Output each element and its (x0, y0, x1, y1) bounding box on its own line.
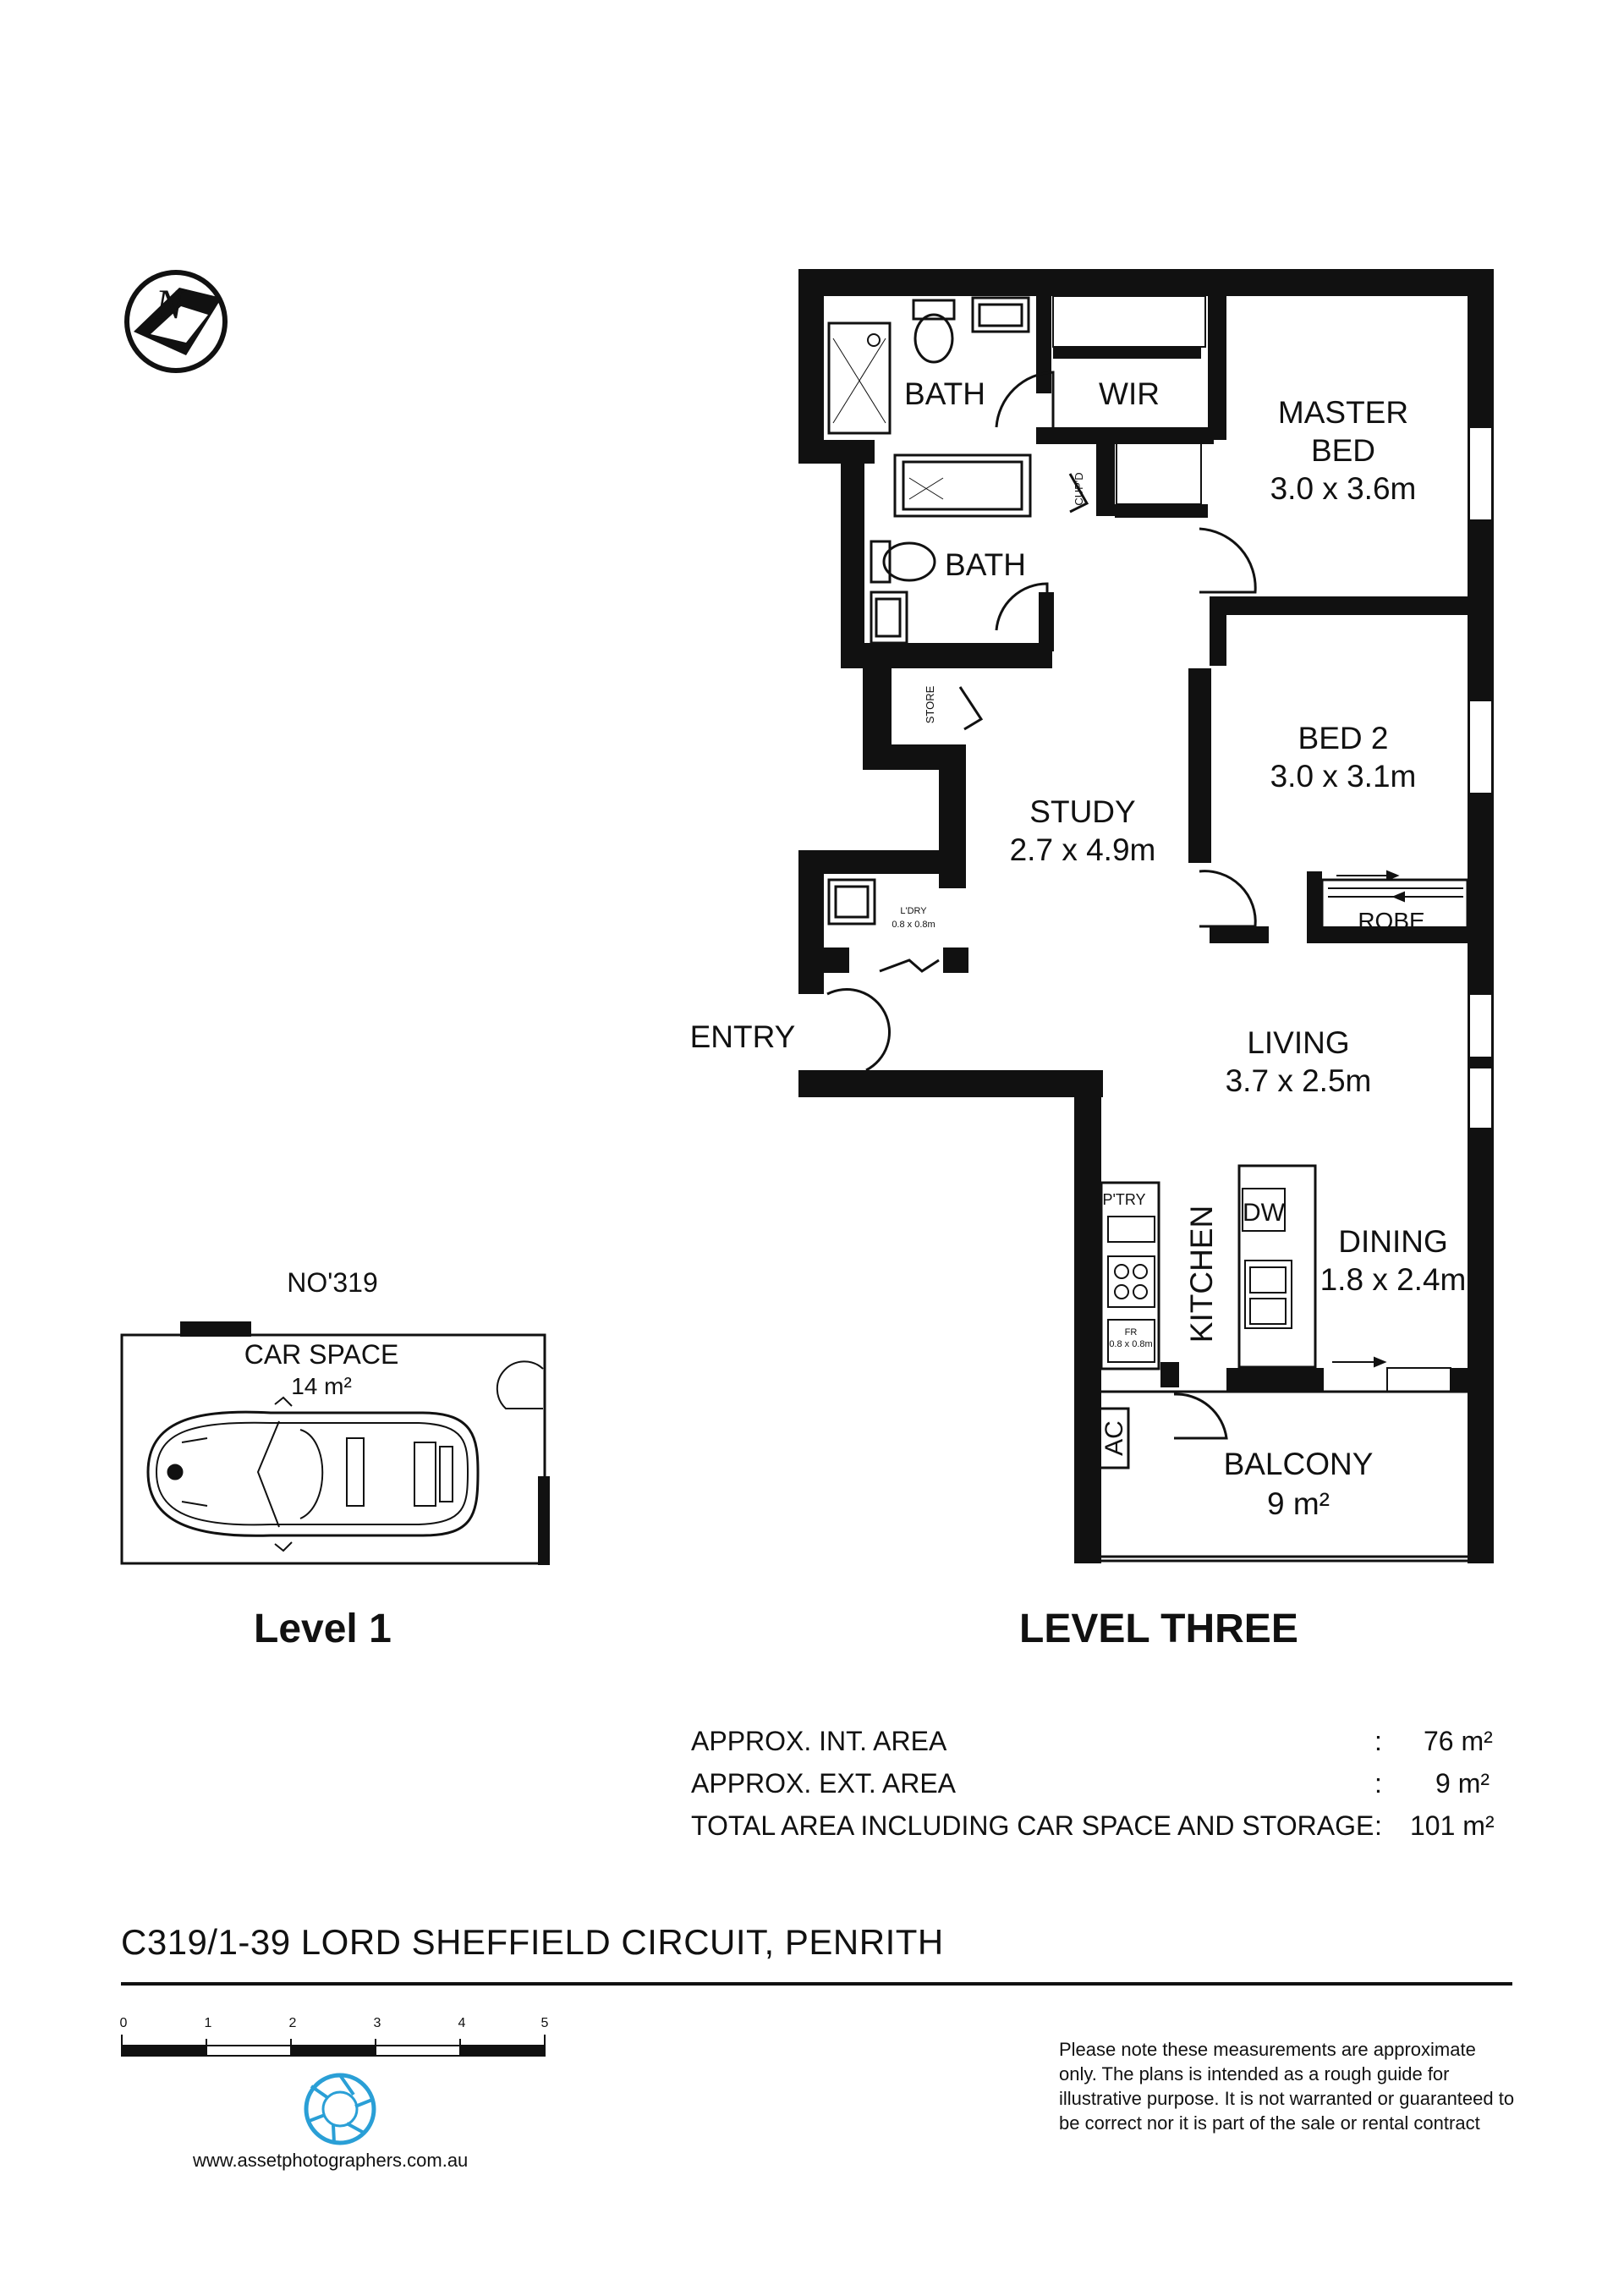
toilet-icon (914, 300, 954, 319)
label-master-bed: MASTER (1277, 395, 1409, 430)
label-living-size: 3.7 x 2.5m (1225, 1063, 1372, 1098)
label-bed-2: BED 2 (1298, 721, 1389, 755)
car-space (122, 1267, 550, 1565)
door-balcony (1174, 1394, 1226, 1438)
label-master-bed-2: BED (1310, 433, 1376, 468)
area-value-int: 76 m² (1424, 1726, 1493, 1756)
car-space-area: 14 m² (291, 1373, 352, 1399)
label-balcony-size: 9 m² (1267, 1486, 1330, 1521)
door-entry (827, 989, 890, 1070)
door-store (960, 687, 981, 729)
car-space-number: NO'319 (287, 1267, 378, 1298)
label-laundry-size: 0.8 x 0.8m (892, 920, 935, 930)
label-pantry: P'TRY (1102, 1191, 1146, 1208)
area-sep-ext: : (1374, 1768, 1382, 1799)
area-label-total: TOTAL AREA INCLUDING CAR SPACE AND STORAGE (691, 1810, 1374, 1841)
label-bath-1: BATH (904, 376, 985, 411)
label-robe: ROBE (1358, 908, 1425, 934)
area-label-int: APPROX. INT. AREA (691, 1726, 947, 1756)
shower-icon (829, 323, 890, 433)
level-title: LEVEL THREE (1019, 1607, 1298, 1651)
scale-tick-4: 4 (458, 2016, 466, 2030)
area-sep-total: : (1374, 1810, 1382, 1841)
label-bed-2-size: 3.0 x 3.1m (1270, 759, 1417, 794)
label-laundry: L'DRY (900, 906, 927, 916)
label-dw: DW (1243, 1199, 1285, 1227)
label-bath-2: BATH (945, 547, 1026, 582)
label-living: LIVING (1247, 1025, 1350, 1060)
label-kitchen: KITCHEN (1184, 1205, 1219, 1343)
label-dining-size: 1.8 x 2.4m (1320, 1262, 1467, 1297)
label-wir: WIR (1099, 376, 1160, 411)
label-balcony: BALCONY (1223, 1447, 1374, 1481)
label-cupd: CUP'D (1073, 472, 1085, 506)
label-fridge: FR (1124, 1327, 1138, 1338)
label-study: STUDY (1029, 794, 1136, 829)
label-entry: ENTRY (689, 1019, 796, 1054)
area-value-ext: 9 m² (1435, 1768, 1490, 1799)
label-study-size: 2.7 x 4.9m (1009, 832, 1156, 867)
scale-bar (120, 2016, 549, 2056)
car-icon (148, 1398, 478, 1551)
area-sep-int: : (1374, 1726, 1382, 1756)
bathtub-icon (895, 455, 1030, 516)
scale-tick-3: 3 (373, 2016, 381, 2030)
label-ac: AC (1100, 1420, 1128, 1456)
car-space-label: CAR SPACE (244, 1339, 399, 1370)
camera-aperture-logo-icon (306, 2075, 374, 2143)
scale-tick-1: 1 (204, 2016, 212, 2030)
door-laundry (880, 960, 939, 971)
area-label-ext: APPROX. EXT. AREA (691, 1768, 956, 1799)
label-store: STORE (924, 685, 936, 724)
disclaimer-text: Please note these measurements are approximate only. The plans is intended as a rough guide for illustrative purpose. It is not warranted or guaranteed to be correct nor it is part of the sale or rental contract (1059, 2039, 1515, 2134)
website-url[interactable]: www.assetphotographers.com.au (193, 2150, 469, 2171)
scale-tick-5: 5 (540, 2016, 549, 2030)
property-address: C319/1-39 LORD SHEFFIELD CIRCUIT, PENRITH (121, 1922, 944, 1962)
scale-tick-2: 2 (288, 2016, 297, 2030)
door-bed2 (1199, 871, 1255, 926)
compass-icon (127, 272, 225, 371)
label-dining: DINING (1338, 1224, 1448, 1259)
area-value-total: 101 m² (1410, 1810, 1495, 1841)
compass-letter: N (155, 280, 184, 327)
scale-tick-0: 0 (119, 2016, 128, 2030)
divider (121, 1982, 1512, 1986)
door-master (1199, 529, 1255, 592)
label-fridge-size: 0.8 x 0.8m (1109, 1339, 1153, 1349)
car-space-level-title: Level 1 (254, 1607, 392, 1651)
label-master-size: 3.0 x 3.6m (1270, 471, 1417, 506)
